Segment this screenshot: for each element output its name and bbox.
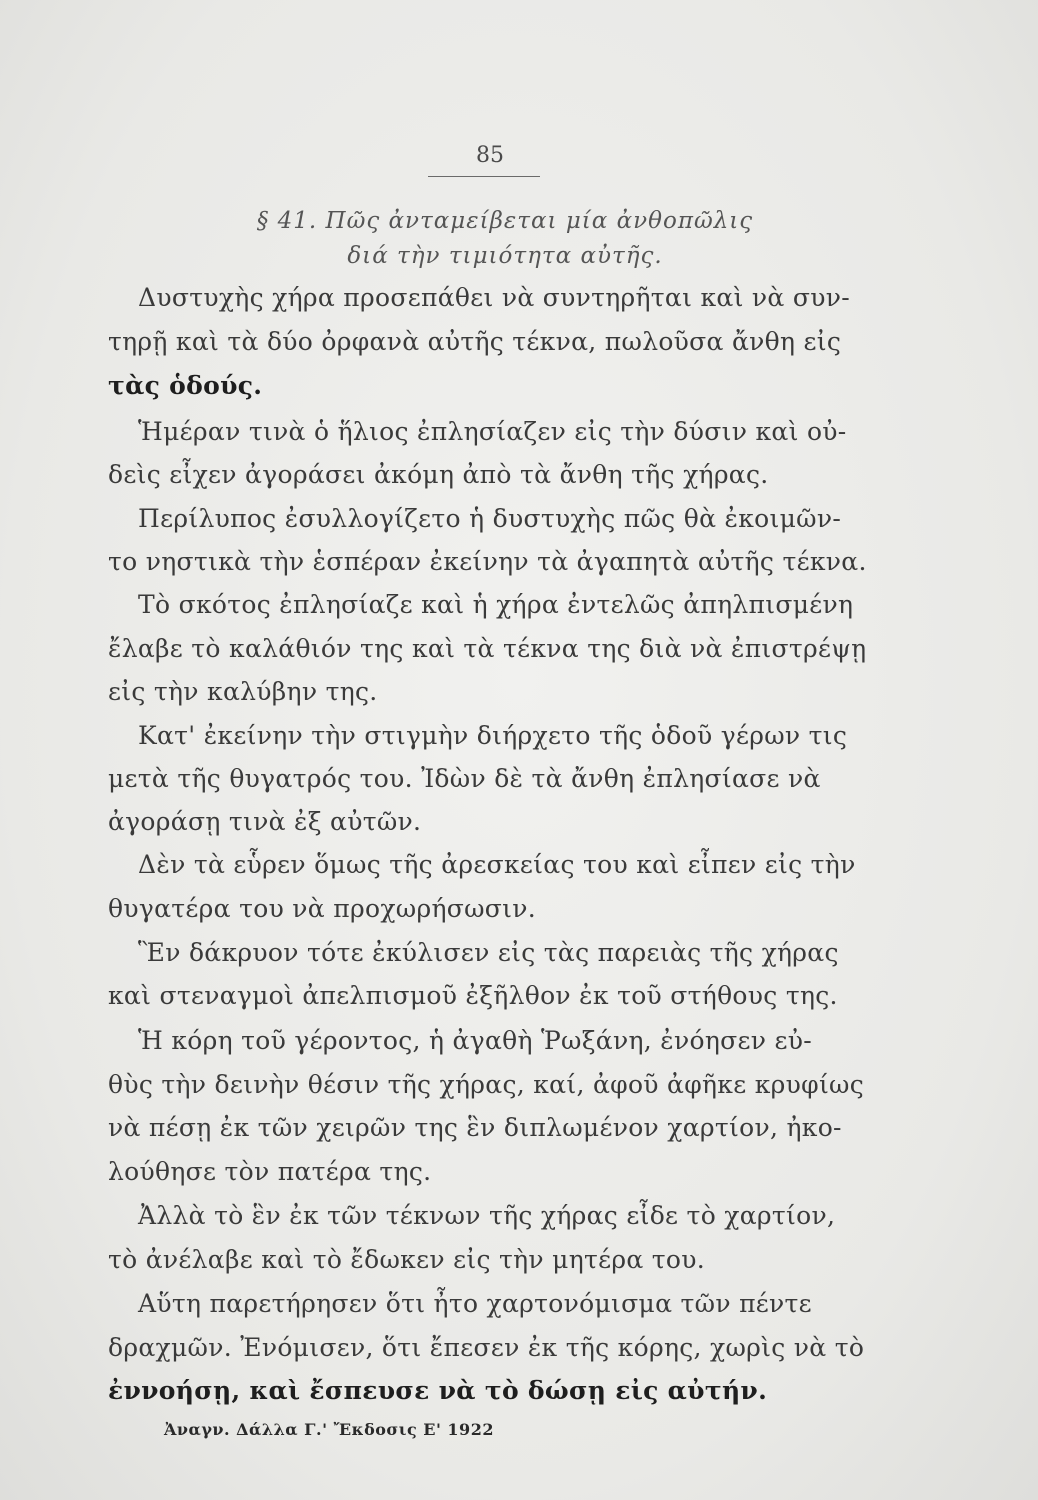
text-line: δεὶς εἶχεν ἀγοράσει ἀκόμη ἀπὸ τὰ ἄνθη τῆς χήρας. bbox=[108, 460, 769, 489]
text-line: ἔλαβε τὸ καλάθιόν της καὶ τὰ τέκνα της διὰ νὰ ἐπιστρέψῃ bbox=[108, 634, 867, 663]
text-line: δραχμῶν. Ἐνόμισεν, ὅτι ἔπεσεν ἐκ τῆς κόρης, χωρὶς νὰ τὸ bbox=[108, 1333, 865, 1362]
text-line: Ἓν δάκρυον τότε ἐκύλισεν εἰς τὰς παρειὰς τῆς χήρας bbox=[138, 938, 839, 967]
text-line: το νηστικὰ τὴν ἑσπέραν ἐκείνην τὰ ἀγαπητὰ αὐτῆς τέκνα. bbox=[108, 547, 867, 576]
text-line: τὸ ἀνέλαβε καὶ τὸ ἔδωκεν εἰς τὴν μητέρα του. bbox=[108, 1245, 706, 1274]
text-line: τηρῇ καὶ τὰ δύο ὀρφανὰ αὐτῆς τέκνα, πωλοῦσα ἄνθη εἰς bbox=[108, 327, 842, 356]
text-line: καὶ στεναγμοὶ ἀπελπισμοῦ ἐξῆλθον ἐκ τοῦ στήθους της. bbox=[108, 981, 838, 1010]
text-line: θυγατέρα του νὰ προχωρήσωσιν. bbox=[108, 894, 536, 923]
text-line: Δὲν τὰ εὗρεν ὅμως τῆς ἀρεσκείας του καὶ εἶπεν εἰς τὴν bbox=[138, 850, 856, 879]
text-line: Ἀλλὰ τὸ ἓν ἐκ τῶν τέκνων τῆς χήρας εἶδε τὸ χαρτίον, bbox=[138, 1201, 836, 1230]
section-heading: § 41. Πῶς ἀνταμείβεται μία ἀνθοπῶλις bbox=[256, 208, 754, 234]
page-number-rule bbox=[428, 176, 540, 177]
text-line: Ἡ κόρη τοῦ γέροντος, ἡ ἀγαθὴ Ῥωξάνη, ἐνόησεν εὐ- bbox=[138, 1026, 812, 1055]
text-line: τὰς ὁδούς. bbox=[108, 371, 263, 400]
text-line: Ἡμέραν τινὰ ὁ ἥλιος ἐπλησίαζεν εἰς τὴν δύσιν καὶ οὐ- bbox=[138, 417, 847, 446]
text-line: ἐννοήσῃ, καὶ ἔσπευσε νὰ τὸ δώσῃ εἰς αὐτήν. bbox=[108, 1376, 768, 1405]
text-line: ἀγοράσῃ τινὰ ἐξ αὐτῶν. bbox=[108, 807, 422, 836]
printer-footer: Ἀναγν. Δάλλα Γ.' Ἔκδοσις Ε' 1922 bbox=[164, 1420, 494, 1439]
text-line: λούθησε τὸν πατέρα της. bbox=[108, 1157, 432, 1186]
text-line: μετὰ τῆς θυγατρός του. Ἰδὼν δὲ τὰ ἄνθη ἐπλησίασε νὰ bbox=[108, 764, 821, 793]
text-line: εἰς τὴν καλύβην της. bbox=[108, 677, 378, 706]
page-number: 85 bbox=[476, 143, 504, 168]
text-line: θὺς τὴν δεινὴν θέσιν τῆς χήρας, καί, ἀφοῦ ἀφῆκε κρυφίως bbox=[108, 1070, 865, 1099]
text-line: Δυστυχὴς χήρα προσεπάθει νὰ συντηρῆται καὶ νὰ συν- bbox=[138, 283, 850, 312]
section-heading-subtitle: διά τὴν τιμιότητα αὐτῆς. bbox=[347, 243, 663, 269]
text-line: Αὕτη παρετήρησεν ὅτι ἦτο χαρτονόμισμα τῶν πέντε bbox=[138, 1289, 812, 1318]
text-line: νὰ πέσῃ ἐκ τῶν χειρῶν της ἓν διπλωμένον χαρτίον, ἠκο- bbox=[108, 1113, 842, 1142]
text-line: Κατ' ἐκείνην τὴν στιγμὴν διήρχετο τῆς ὁδοῦ γέρων τις bbox=[138, 721, 848, 750]
text-line: Περίλυπος ἐσυλλογίζετο ἡ δυστυχὴς πῶς θὰ ἐκοιμῶν- bbox=[138, 504, 842, 533]
text-line: Τὸ σκότος ἐπλησίαζε καὶ ἡ χήρα ἐντελῶς ἀπηλπισμένη bbox=[138, 590, 854, 619]
